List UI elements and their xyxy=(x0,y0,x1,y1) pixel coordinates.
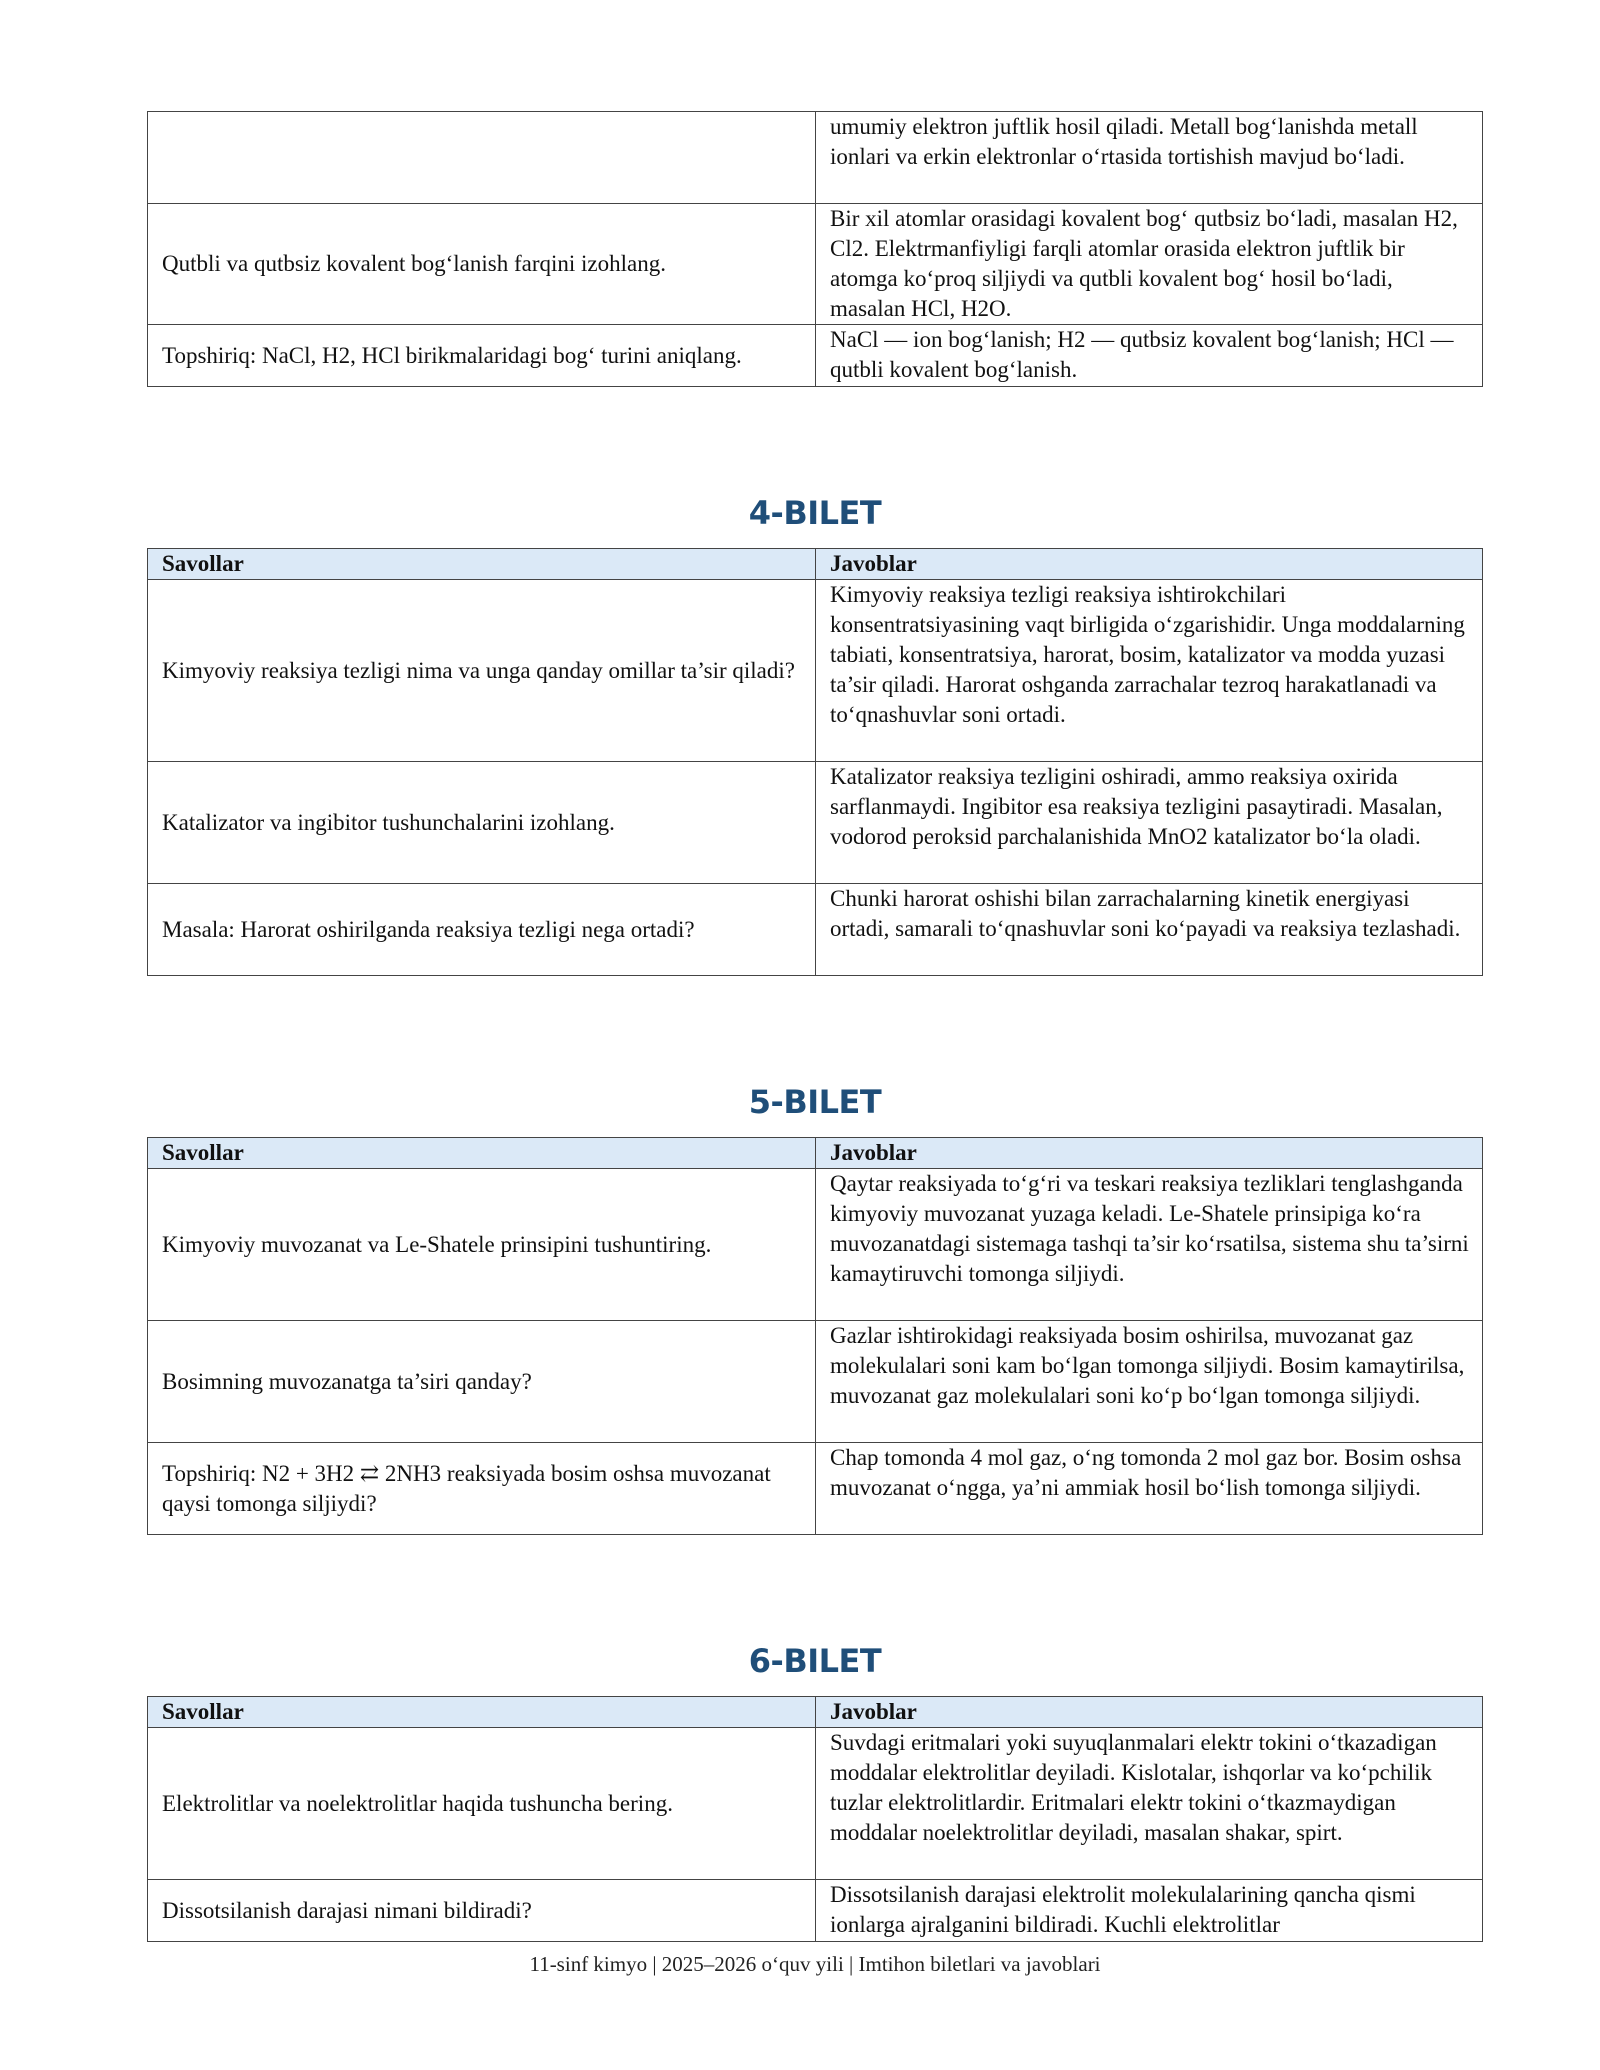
answer-cell: Kimyoviy reaksiya tezligi reaksiya ishtirokchilari konsentratsiyasining vaqt birligida o‘zgarishidir. Unga moddalarning tabiati, konsentratsiya, harorat, bosim, katalizator va modda yuzasi ta’sir qiladi. Harorat oshganda zarrachalar tezroq harakatlanadi va to‘qnashuvlar soni ortadi. xyxy=(816,580,1483,762)
table-header-row xyxy=(148,1138,1483,1169)
table-row xyxy=(148,204,1483,325)
bilet-4-title: 4-BILET xyxy=(748,494,882,532)
question-cell: Kimyoviy reaksiya tezligi nima va unga qanday omillar ta’sir qiladi? xyxy=(148,580,816,762)
table-row xyxy=(148,1880,1483,1942)
table-row xyxy=(148,1321,1483,1443)
table-row xyxy=(148,1728,1483,1880)
answer-cell: Qaytar reaksiyada to‘g‘ri va teskari reaksiya tezliklari tenglashganda kimyoviy muvozanat yuzaga keladi. Le-Shatele prinsipiga ko‘ra muvozanatdagi sistemaga tashqi ta’sir ko‘rsatilsa, sistema shu ta’sirni kamaytiruvchi tomonga siljiydi. xyxy=(816,1169,1483,1321)
header-questions: Savollar xyxy=(148,1138,816,1169)
answer-cell: Bir xil atomlar orasidagi kovalent bog‘ qutbsiz bo‘ladi, masalan H2, Cl2. Elektrmanfiyligi farqli atomlar orasida elektron juftlik bir atomga ko‘proq siljiydi va qutbli kovalent bog‘ hosil bo‘ladi, masalan HCl, H2O. xyxy=(816,204,1483,325)
table-header-row xyxy=(148,549,1483,580)
answer-cell: Chap tomonda 4 mol gaz, o‘ng tomonda 2 mol gaz bor. Bosim oshsa muvozanat o‘ngga, ya’ni ammiak hosil bo‘lish tomonga siljiydi. xyxy=(816,1443,1483,1535)
question-cell xyxy=(148,112,816,204)
table-row xyxy=(148,884,1483,976)
qa-table-continued xyxy=(147,111,1483,387)
question-cell: Kimyoviy muvozanat va Le-Shatele prinsipini tushuntiring. xyxy=(148,1169,816,1321)
table-header-row xyxy=(148,1697,1483,1728)
answer-cell: Suvdagi eritmalari yoki suyuqlanmalari elektr tokini o‘tkazadigan moddalar elektrolitlar deyiladi. Kislotalar, ishqorlar va ko‘pchilik tuzlar elektrolitlardir. Eritmalari elektr tokini o‘tkazmaydigan moddalar noelektrolitlar deyiladi, masalan shakar, spirt. xyxy=(816,1728,1483,1880)
answer-cell: umumiy elektron juftlik hosil qiladi. Metall bog‘lanishda metall ionlari va erkin elektronlar o‘rtasida tortishish mavjud bo‘ladi. xyxy=(816,112,1483,204)
answer-cell: Chunki harorat oshishi bilan zarrachalarning kinetik energiyasi ortadi, samarali to‘qnashuvlar soni ko‘payadi va reaksiya tezlashadi. xyxy=(816,884,1483,976)
header-answers: Javoblar xyxy=(816,549,1483,580)
question-cell: Bosimning muvozanatga ta’siri qanday? xyxy=(148,1321,816,1443)
header-answers: Javoblar xyxy=(816,1697,1483,1728)
header-answers: Javoblar xyxy=(816,1138,1483,1169)
qa-table-bilet-6 xyxy=(147,1696,1483,1942)
table-row xyxy=(148,580,1483,762)
question-cell: Masala: Harorat oshirilganda reaksiya tezligi nega ortadi? xyxy=(148,884,816,976)
table-row xyxy=(148,1169,1483,1321)
question-cell: Topshiriq: NaCl, H2, HCl birikmalaridagi bog‘ turini aniqlang. xyxy=(148,325,816,387)
page-footer: 11-sinf kimyo | 2025–2026 o‘quv yili | Imtihon biletlari va javoblari xyxy=(529,1952,1101,1976)
answer-cell: NaCl — ion bog‘lanish; H2 — qutbsiz kovalent bog‘lanish; HCl — qutbli kovalent bog‘lanish. xyxy=(816,325,1483,387)
question-cell: Qutbli va qutbsiz kovalent bog‘lanish farqini izohlang. xyxy=(148,204,816,325)
answer-cell: Dissotsilanish darajasi elektrolit molekulalarining qancha qismi ionlarga ajralganini bildiradi. Kuchli elektrolitlar xyxy=(816,1880,1483,1942)
bilet-6-title: 6-BILET xyxy=(748,1642,882,1680)
table-row xyxy=(148,112,1483,204)
table-row xyxy=(148,325,1483,387)
header-questions: Savollar xyxy=(148,549,816,580)
answer-cell: Gazlar ishtirokidagi reaksiyada bosim oshirilsa, muvozanat gaz molekulalari soni kam bo‘lgan tomonga siljiydi. Bosim kamaytirilsa, muvozanat gaz molekulalari soni ko‘p bo‘lgan tomonga siljiydi. xyxy=(816,1321,1483,1443)
bilet-5-title: 5-BILET xyxy=(748,1083,882,1121)
answer-cell: Katalizator reaksiya tezligini oshiradi, ammo reaksiya oxirida sarflanmaydi. Ingibitor esa reaksiya tezligini pasaytiradi. Masalan, vodorod peroksid parchalanishida MnO2 katalizator bo‘la oladi. xyxy=(816,762,1483,884)
question-cell: Elektrolitlar va noelektrolitlar haqida tushuncha bering. xyxy=(148,1728,816,1880)
qa-table-bilet-4 xyxy=(147,548,1483,976)
table-row xyxy=(148,762,1483,884)
question-cell: Topshiriq: N2 + 3H2 ⇄ 2NH3 reaksiyada bosim oshsa muvozanat qaysi tomonga siljiydi? xyxy=(148,1443,816,1535)
table-row xyxy=(148,1443,1483,1535)
qa-table-bilet-5 xyxy=(147,1137,1483,1535)
question-cell: Katalizator va ingibitor tushunchalarini izohlang. xyxy=(148,762,816,884)
question-cell: Dissotsilanish darajasi nimani bildiradi? xyxy=(148,1880,816,1942)
header-questions: Savollar xyxy=(148,1697,816,1728)
